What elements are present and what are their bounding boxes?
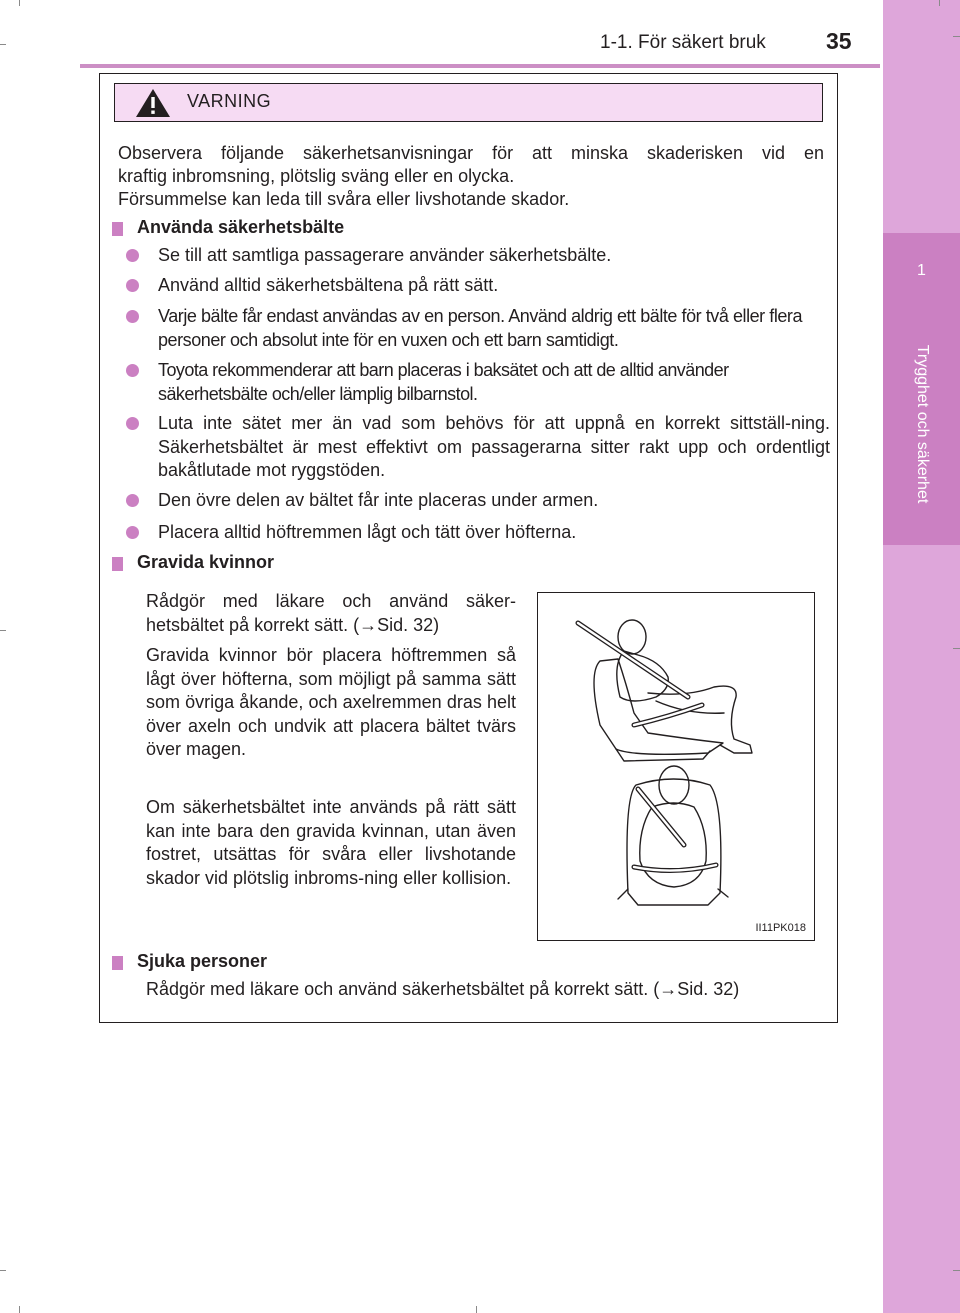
crop-mark — [953, 1270, 960, 1271]
warning-intro-line: Observera följande säkerhetsanvisningar för att minska skaderisken vid en — [118, 143, 824, 163]
bullet-text: Luta inte sätet mer än vad som behövs för att uppnå en korrekt sittställ-ning. Säkerhetsbältet är mest effektivt om passagerarna sitter rakt upp och ordentligt bakåtlutade mot ryggstöden. — [158, 413, 830, 480]
bullet-icon — [126, 364, 139, 377]
figure-code: II11PK018 — [755, 922, 806, 934]
section-marker-icon — [112, 956, 123, 970]
crop-mark — [939, 0, 940, 6]
illustration-pregnant-woman-seatbelt — [537, 592, 815, 941]
section-heading: Gravida kvinnor — [137, 552, 275, 572]
section-heading: Sjuka personer — [137, 951, 268, 971]
crop-mark — [953, 36, 960, 37]
bullet-icon — [126, 417, 139, 430]
bullet-icon — [126, 526, 139, 539]
warning-triangle-icon — [135, 88, 171, 118]
crop-mark — [19, 1306, 20, 1313]
section-marker-icon — [112, 557, 123, 571]
crop-mark — [0, 630, 6, 631]
paragraph: Om säkerhetsbältet inte används på rätt sätt kan inte bara den gravida kvinnan, utan även fostret, utsättas för svåra eller livshotande skador vid plötslig inbroms-ning eller kollision. — [146, 797, 516, 888]
header-rule — [80, 64, 880, 68]
crop-mark — [0, 44, 6, 45]
crop-mark — [953, 648, 960, 649]
side-tab — [883, 0, 960, 1313]
bullet-icon — [126, 279, 139, 292]
crop-mark — [19, 0, 20, 6]
bullet-icon — [126, 249, 139, 262]
bullet-text: Toyota rekommenderar att barn placeras i baksätet och att de alltid använder säkerhetsbälte och/eller lämplig bilbarnstol. — [158, 360, 729, 404]
bullet-text: Använd alltid säkerhetsbältena på rätt sätt. — [158, 275, 499, 295]
warning-intro-line: kraftig inbromsning, plötslig sväng eller en olycka. — [118, 166, 515, 186]
bullet-icon — [126, 494, 139, 507]
warning-header — [114, 83, 823, 122]
paragraph: Gravida kvinnor bör placera höftremmen så lågt över höfterna, som möjligt på samma sätt som övriga åkande, och axelremmen dras helt över axeln och undvik att placera bältet tvärs över magen. — [146, 645, 516, 759]
bullet-text: Placera alltid höftremmen lågt och tätt över höfterna. — [158, 522, 577, 542]
bullet-text: Se till att samtliga passagerare använder säkerhetsbälte. — [158, 245, 612, 265]
paragraph: Rådgör med läkare och använd säkerhetsbältet på korrekt sätt. (→Sid. 32) — [146, 979, 740, 999]
side-tab-number: 1 — [917, 262, 926, 279]
section-heading: Använda säkerhetsbälte — [137, 217, 345, 237]
bullet-text: Varje bälte får endast användas av en person. Använd aldrig ett bälte för två eller flera personer och absolut inte för en vuxen och ett barn samtidigt. — [158, 306, 803, 350]
side-tab-label: Trygghet och säkerhet — [914, 344, 931, 504]
chapter-title: 1-1. För säkert bruk — [600, 32, 766, 53]
page-number: 35 — [826, 28, 852, 54]
bullet-text: Den övre delen av bältet får inte placeras under armen. — [158, 490, 599, 510]
section-marker-icon — [112, 222, 123, 236]
crop-mark — [0, 1270, 6, 1271]
seated-pregnant-woman-illustration — [538, 593, 814, 913]
bullet-icon — [126, 310, 139, 323]
paragraph: Rådgör med läkare och använd säker-hetsbältet på korrekt sätt. (→Sid. 32) — [146, 591, 516, 635]
warning-intro-line: Försummelse kan leda till svåra eller livshotande skador. — [118, 189, 570, 209]
crop-mark — [476, 1306, 477, 1313]
warning-title: VARNING — [187, 91, 272, 111]
